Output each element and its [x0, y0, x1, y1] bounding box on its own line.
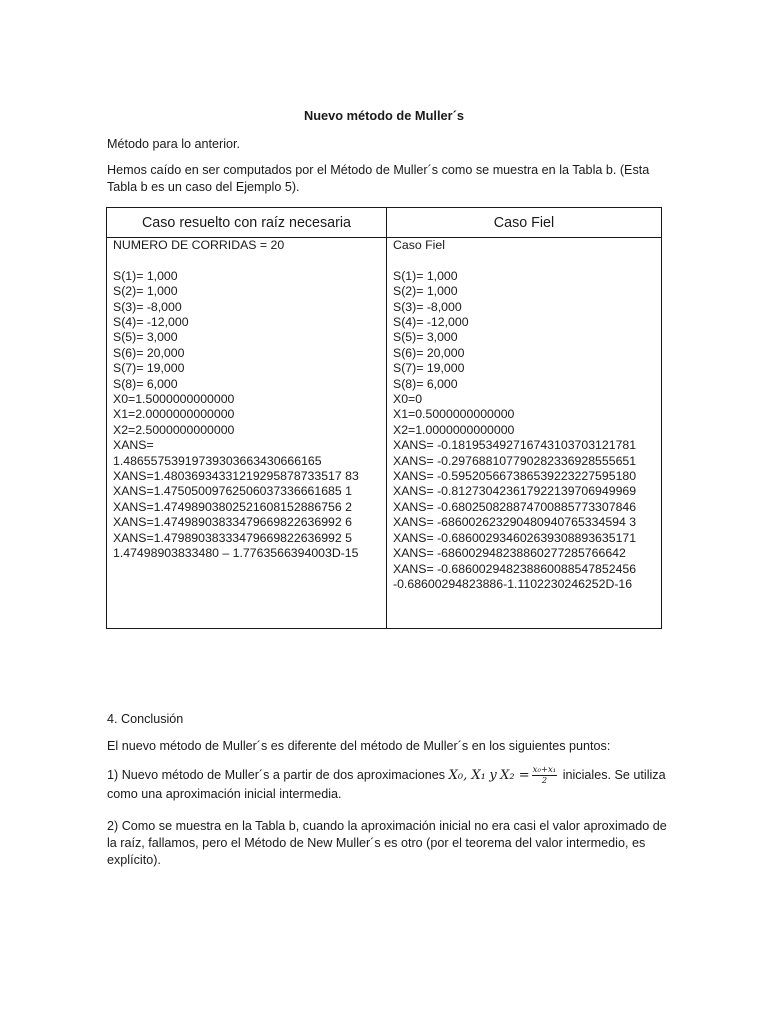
left-line: S(3)= -8,000: [113, 299, 182, 314]
left-line: S(6)= 20,000: [113, 345, 185, 360]
fraction-denominator: 2: [541, 776, 548, 786]
fraction-numerator: x₀+x₁: [532, 765, 557, 775]
left-line: 1.47498903833480 – 1.7763566394003D-15: [113, 546, 359, 561]
right-line: -0.68600294823886-1.1102230246252D-16: [393, 576, 633, 591]
paragraph-point-2: 2) Como se muestra en la Tabla b, cuando la aproximación inicial no era casi el valor aproximado de la raíz, fallamos, pero el Método de New Muller´s es otro (por el teorema del valor intermedio, es explícito).: [107, 819, 667, 867]
left-line: XANS=1.47498903833479669822636992 6: [113, 515, 352, 530]
point-1-text-after: iniciales. Se utiliza como una aproximación inicial intermedia.: [107, 767, 666, 801]
right-line: XANS= -686002623290480940765334594 3: [393, 515, 637, 530]
right-line: XANS= -0.181953492716743103703121781: [393, 438, 637, 453]
point-1-text-before: 1) Nuevo método de Muller´s a partir de dos aproximaciones: [107, 767, 446, 782]
left-line: XANS=1.47498903802521608152886756 2: [113, 499, 352, 514]
table-header-right: Caso Fiel: [387, 208, 662, 238]
results-table: [106, 207, 662, 629]
blank-line: [113, 253, 381, 268]
right-line: XANS= -0.595205667386539223227595180: [393, 469, 637, 484]
left-line: XANS=1.47505009762506037336661685 1: [113, 484, 352, 499]
right-line: S(3)= -8,000: [393, 299, 462, 314]
left-line: S(4)= -12,000: [113, 315, 189, 330]
blank-line: [393, 253, 656, 268]
table-body-row: [107, 238, 662, 629]
right-line: S(2)= 1,000: [393, 284, 458, 299]
document-title: Nuevo método de Muller´s: [304, 108, 464, 123]
right-line: XANS= -0.812730423617922139706949969: [393, 484, 637, 499]
right-line: S(1)= 1,000: [393, 268, 458, 283]
right-line: X0=0: [393, 392, 423, 407]
right-line: XANS= -0.686002948238860088547852456: [393, 561, 637, 576]
left-line: XANS=1.47989038333479669822636992 5: [113, 530, 352, 545]
left-line: X1=2.0000000000000: [113, 407, 235, 422]
paragraph-point-1: [107, 765, 667, 803]
table-cell-right: [387, 238, 662, 629]
table-cell-left: [107, 238, 387, 629]
left-line: S(8)= 6,000: [113, 376, 178, 391]
right-line: XANS= -0.686002934602639308893635171: [393, 530, 637, 545]
point-1-math-y: y: [489, 767, 497, 783]
left-line: X2=2.5000000000000: [113, 422, 235, 437]
left-line: S(1)= 1,000: [113, 268, 178, 283]
paragraph-method: Método para lo anterior.: [107, 137, 241, 151]
right-line: S(7)= 19,000: [393, 361, 465, 376]
left-line: X0=1.5000000000000: [113, 392, 235, 407]
left-line: S(2)= 1,000: [113, 284, 178, 299]
left-line: S(7)= 19,000: [113, 361, 185, 376]
point-1-fraction: [532, 765, 558, 786]
right-line: S(6)= 20,000: [393, 345, 465, 360]
right-line: XANS= -0.680250828874700885773307846: [393, 499, 637, 514]
right-line: Caso Fiel: [393, 238, 445, 252]
right-line: XANS= -0.297688107790282336928555651: [393, 453, 637, 468]
left-line: XANS=: [113, 438, 154, 453]
right-line: S(5)= 3,000: [393, 330, 458, 345]
point-1-math-x0-x1: X₀, X₁: [448, 767, 486, 783]
point-1-math-x2: X₂ =: [500, 767, 530, 783]
right-line: XANS= -686002948238860277285766642: [393, 546, 626, 561]
paragraph-intro: Hemos caído en ser computados por el Método de Muller´s como se muestra en la Tabla b. (Esta Tabla b es un caso del Ejemplo 5).: [107, 163, 650, 194]
right-line: S(8)= 6,000: [393, 376, 458, 391]
right-line: X1=0.5000000000000: [393, 407, 515, 422]
right-line: X2=1.0000000000000: [393, 422, 515, 437]
paragraph-conclusion: El nuevo método de Muller´s es diferente del método de Muller´s en los siguientes puntos:: [107, 739, 611, 753]
left-line: XANS=1.48036934331219295878733517 83: [113, 469, 359, 484]
conclusion-heading: 4. Conclusión: [107, 712, 184, 726]
table-header-row: [107, 208, 662, 238]
table-header-left: Caso resuelto con raíz necesaria: [107, 208, 387, 238]
right-line: S(4)= -12,000: [393, 315, 469, 330]
left-line: 1.48655753919739303663430666165: [113, 453, 322, 468]
left-line: S(5)= 3,000: [113, 330, 178, 345]
left-line: NUMERO DE CORRIDAS = 20: [113, 238, 285, 252]
